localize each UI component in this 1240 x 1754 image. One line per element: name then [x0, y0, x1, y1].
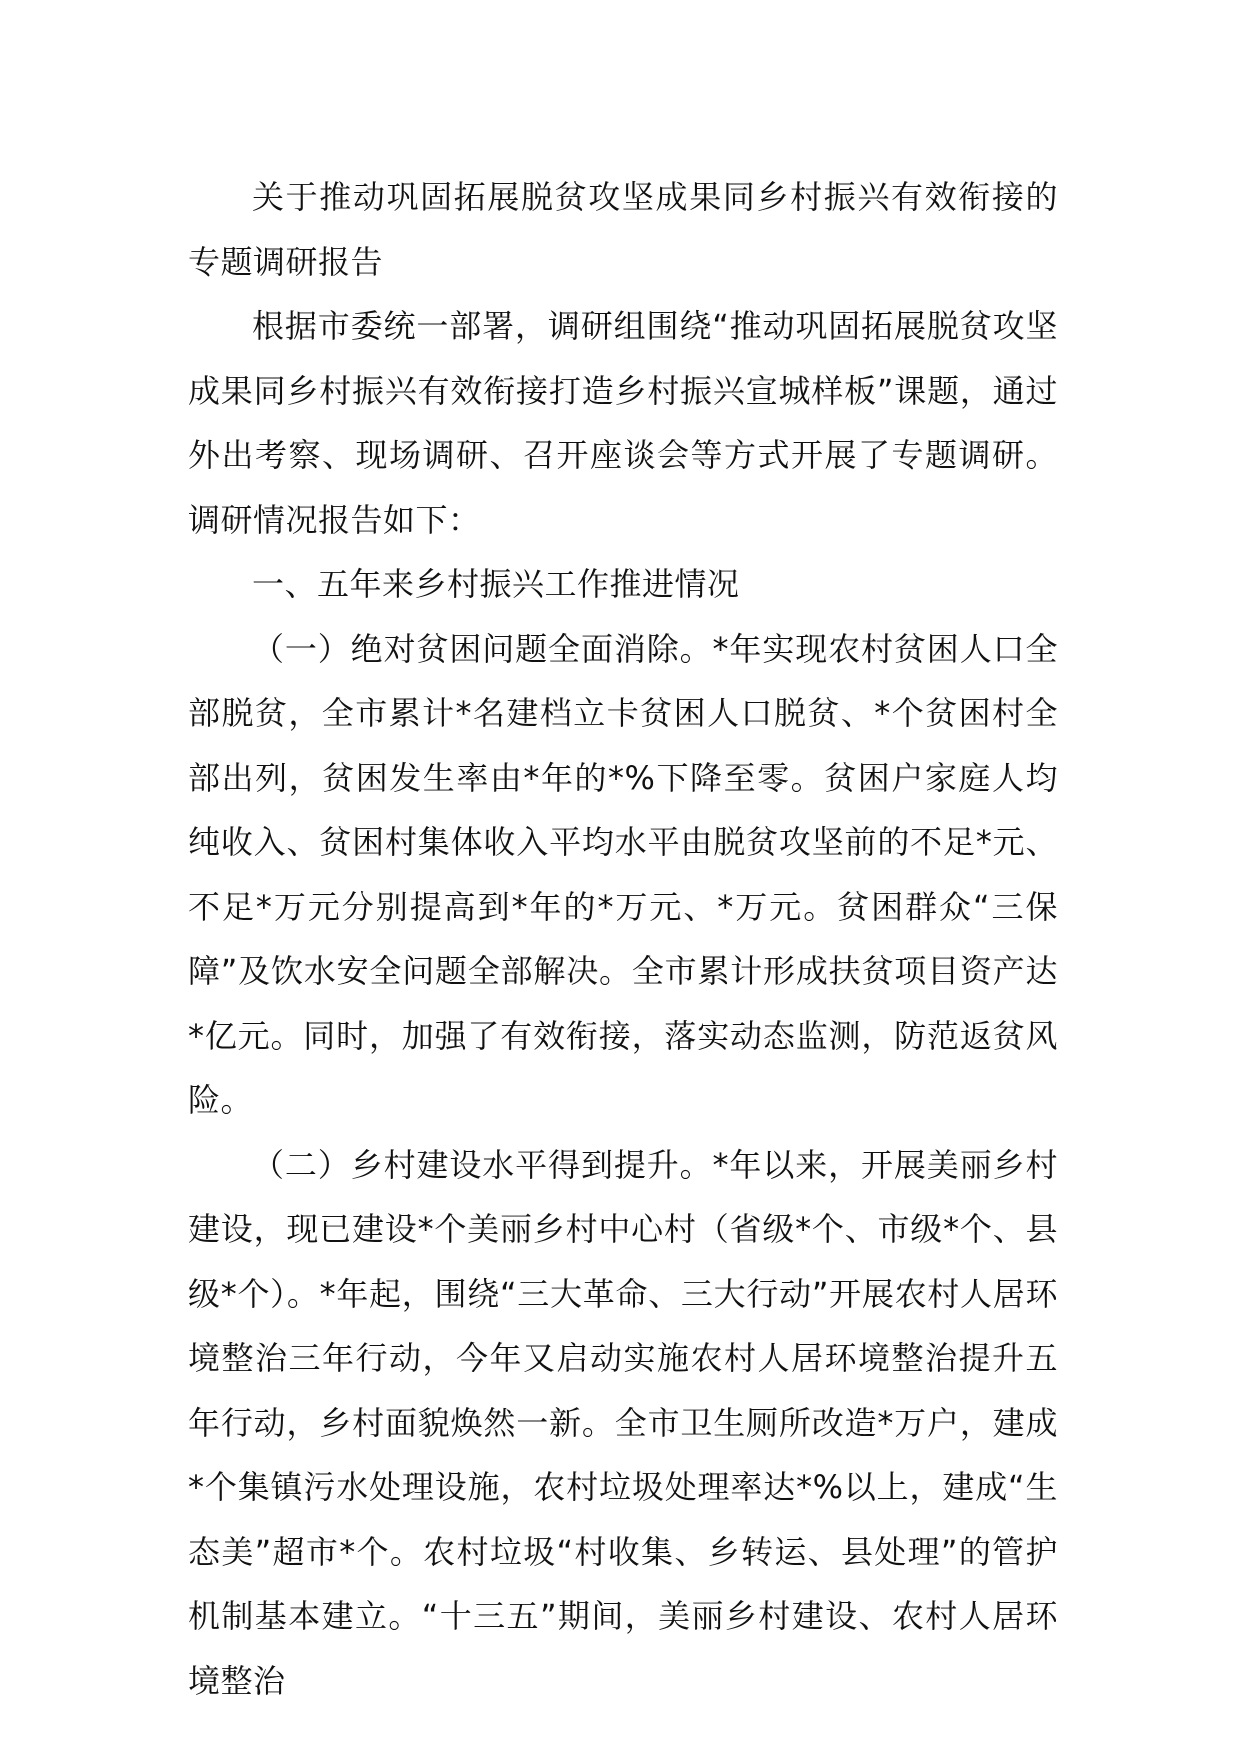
document-body: [188, 165, 1058, 1713]
document-title: 关于推动巩固拓展脱贫攻坚成果同乡村振兴有效衔接的专题调研报告: [188, 178, 1058, 281]
subsection-paragraph-1: （一）绝对贫困问题全面消除。*年实现农村贫困人口全部脱贫，全市累计*名建档立卡贫困人口脱贫、*个贫困村全部出列，贫困发生率由*年的*%下降至零。贫困户家庭人均纯收入、贫困村集体收入平均水平由脱贫攻坚前的不足*元、不足*万元分别提高到*年的*万元、*万元。贫困群众“三保障”及饮水安全问题全部解决。全市累计形成扶贫项目资产达*亿元。同时，加强了有效衔接，落实动态监测，防范返贫风险。: [188, 629, 1058, 1119]
subsection-paragraph-2: （二）乡村建设水平得到提升。*年以来，开展美丽乡村建设，现已建设*个美丽乡村中心村（省级*个、市级*个、县级*个）。*年起，围绕“三大革命、三大行动”开展农村人居环境整治三年行动，今年又启动实施农村人居环境整治提升五年行动，乡村面貌焕然一新。全市卫生厕所改造*万户，建成*个集镇污水处理设施，农村垃圾处理率达*%以上，建成“生态美”超市*个。农村垃圾“村收集、乡转运、县处理”的管护机制基本建立。“十三五”期间，美丽乡村建设、农村人居环境整治: [188, 1145, 1058, 1700]
intro-paragraph: 根据市委统一部署，调研组围绕“推动巩固拓展脱贫攻坚成果同乡村振兴有效衔接打造乡村振兴宣城样板”课题，通过外出考察、现场调研、召开座谈会等方式开展了专题调研。调研情况报告如下：: [188, 307, 1058, 539]
section-heading: 一、五年来乡村振兴工作推进情况: [252, 565, 740, 603]
